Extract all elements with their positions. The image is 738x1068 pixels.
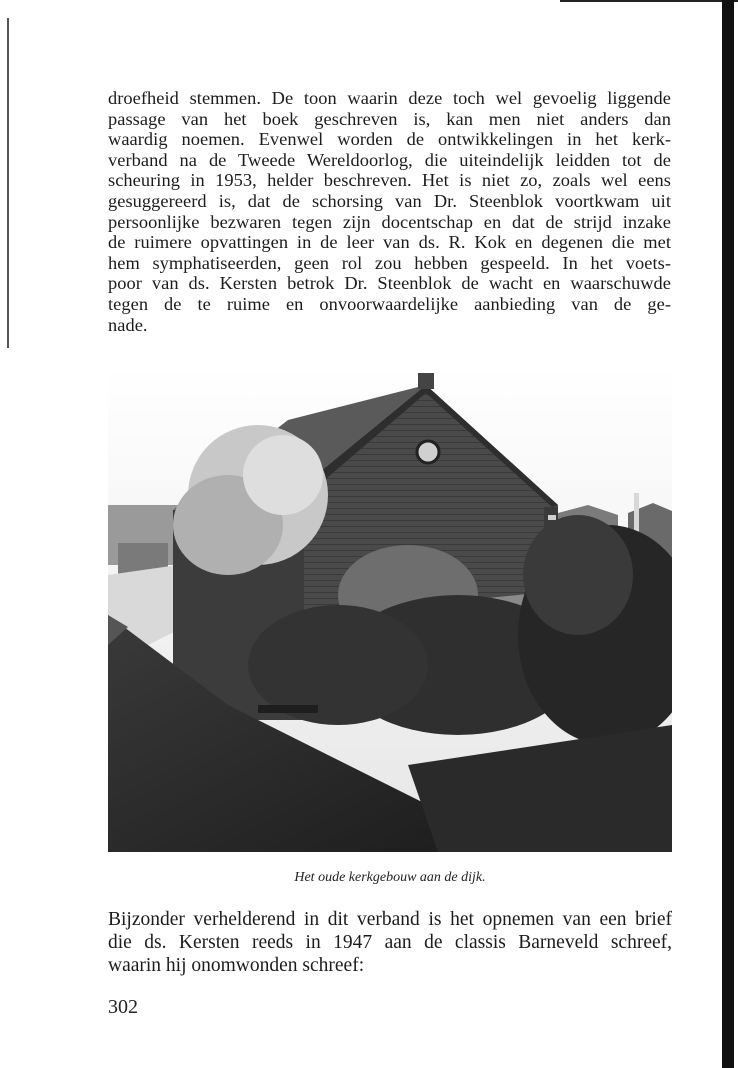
text-line: nade. xyxy=(108,314,148,335)
text-line: verband na de Tweede Wereldoorlog, die uiteindelijk leidden tot de xyxy=(108,149,671,170)
church-photo xyxy=(108,365,672,852)
text-line: de ruimere opvattingen in de leer van ds. R. Kok en degenen die met xyxy=(108,232,671,253)
text-line: die ds. Kersten reeds in 1947 aan de classis Barneveld schreef, xyxy=(108,932,672,954)
text-line: droefheid stemmen. De toon waarin deze toch wel gevoelig liggende xyxy=(108,88,671,108)
text-line: waarin hij onomwonden schreef: xyxy=(108,955,365,977)
page-number: 302 xyxy=(108,996,138,1018)
text-line: hem symphatiseerden, geen rol zou hebben gespeeld. In het voets- xyxy=(108,252,671,273)
body-paragraph-1 xyxy=(108,88,671,335)
text-line: scheuring in 1953, helder beschreven. Het is niet zo, zoals wel eens xyxy=(108,170,671,191)
text-line: poor van ds. Kersten betrok Dr. Steenblok de wacht en waarschuwde xyxy=(108,273,671,294)
text-line: persoonlijke bezwaren tegen zijn docentschap en dat de strijd inzake xyxy=(108,211,671,232)
text-line: waardig noemen. Evenwel worden de ontwikkelingen in het kerk- xyxy=(108,129,671,150)
text-line: gesuggereerd is, dat de schorsing van Dr. Steenblok voortkwam uit xyxy=(108,190,671,211)
scan-edge-right xyxy=(722,0,734,1068)
photo-caption: Het oude kerkgebouw aan de dijk. xyxy=(294,870,486,885)
scan-edge-left xyxy=(7,18,9,348)
text-line: tegen de te ruime en onvoorwaardelijke aanbieding van de ge- xyxy=(108,293,671,314)
church-photo-illustration xyxy=(108,365,672,852)
text-line: passage van het boek geschreven is, kan men niet anders dan xyxy=(108,108,671,129)
text-line: Bijzonder verhelderend in dit verband is het opnemen van een brief xyxy=(108,909,672,930)
scan-edge-top xyxy=(560,0,738,2)
body-paragraph-2 xyxy=(108,908,672,978)
